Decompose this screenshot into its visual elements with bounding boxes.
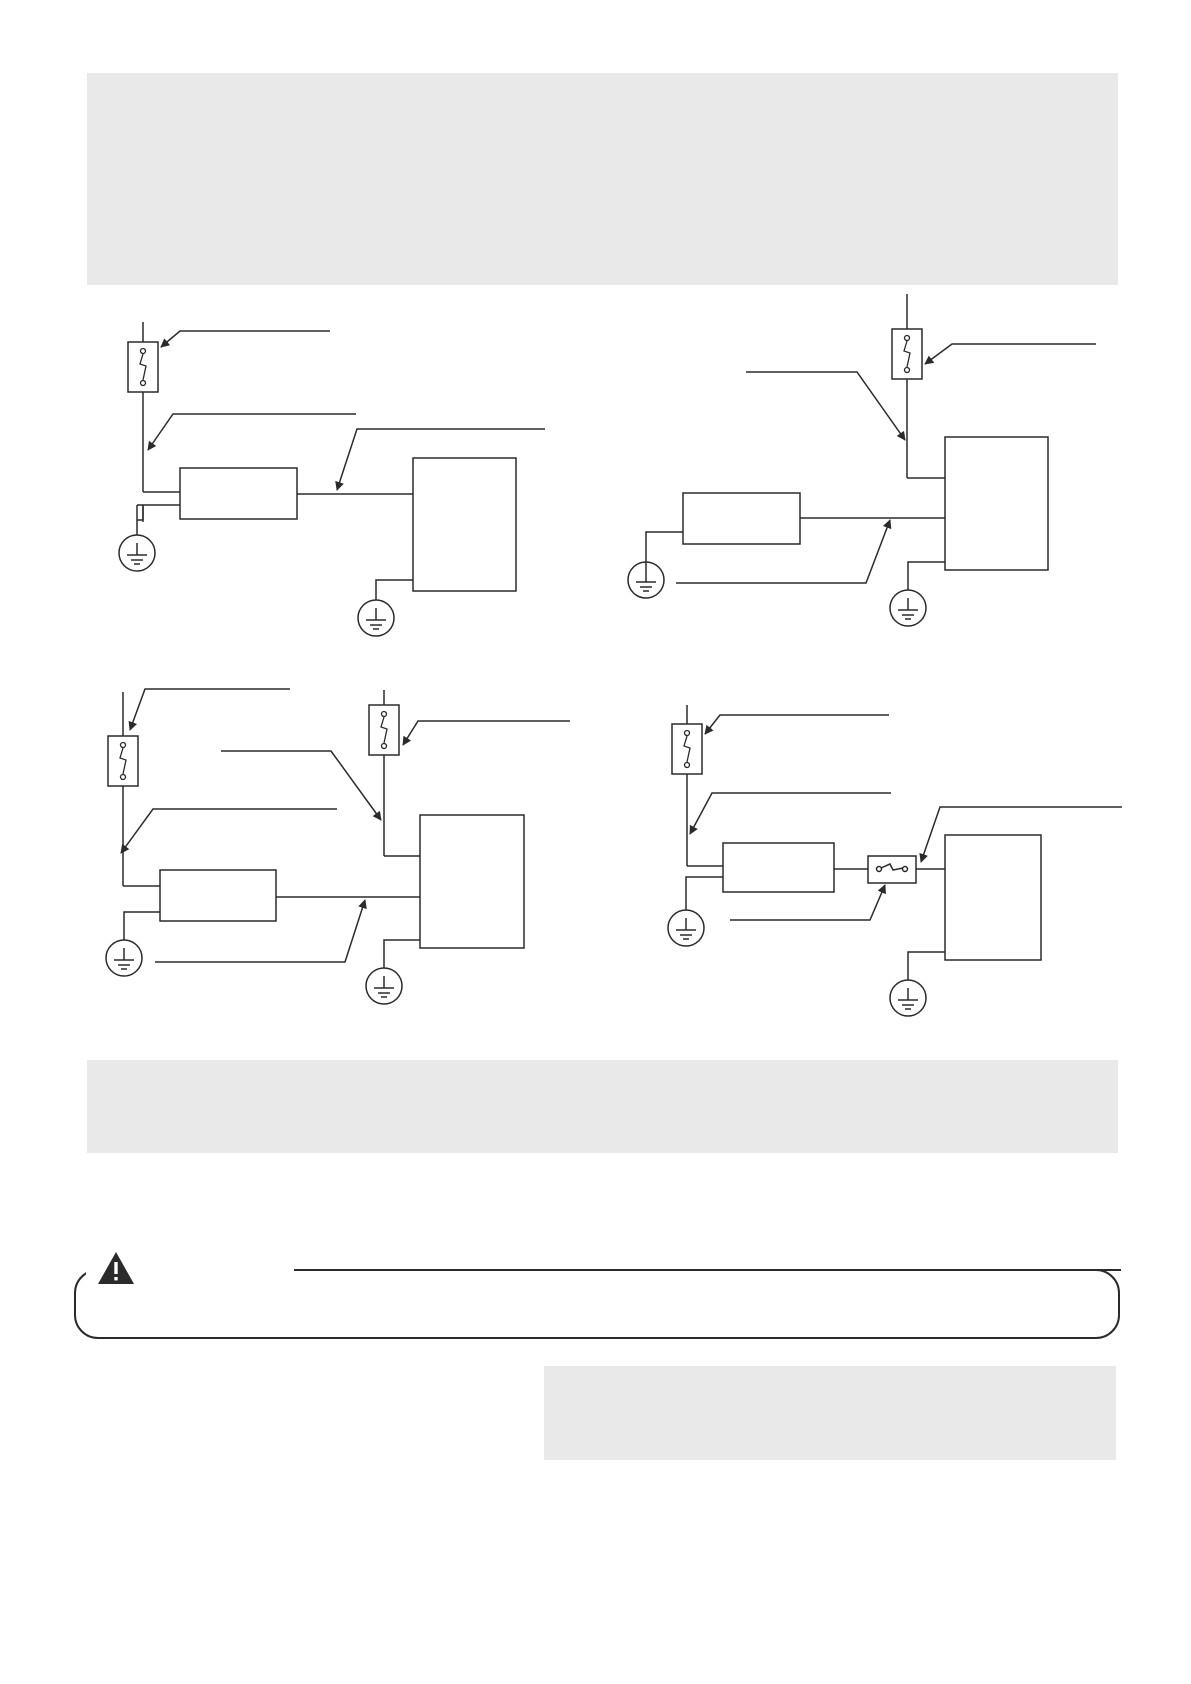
circuit-breaker-icon bbox=[108, 736, 138, 786]
circuit-breaker-icon bbox=[369, 705, 399, 755]
main-unit-box bbox=[413, 458, 516, 591]
circuit-breaker-icon bbox=[128, 342, 158, 392]
warning-triangle-icon bbox=[96, 1250, 136, 1286]
diagram-3 bbox=[106, 689, 570, 1004]
appliance-box bbox=[683, 493, 800, 544]
callout-arrow bbox=[925, 344, 1096, 364]
ground-icon bbox=[358, 600, 394, 636]
appliance-box bbox=[160, 870, 276, 921]
diagram-2 bbox=[628, 294, 1096, 626]
caution-header bbox=[96, 1250, 1096, 1290]
diagram-4 bbox=[668, 705, 1122, 1016]
bottom-text-panel bbox=[544, 1366, 1116, 1460]
middle-text-panel bbox=[87, 1060, 1118, 1153]
callout-arrow bbox=[746, 372, 905, 440]
diagram-1 bbox=[119, 322, 545, 636]
top-text-panel bbox=[87, 73, 1118, 285]
appliance-box bbox=[180, 468, 297, 519]
callout-arrow bbox=[705, 715, 889, 734]
callout-arrow bbox=[690, 793, 891, 834]
ground-icon bbox=[366, 968, 402, 1004]
circuit-breaker-icon bbox=[892, 329, 922, 379]
ground-icon bbox=[890, 590, 926, 626]
ground-icon bbox=[890, 980, 926, 1016]
appliance-box bbox=[723, 843, 834, 892]
callout-arrow bbox=[148, 414, 356, 450]
ground-icon bbox=[106, 940, 142, 976]
main-unit-box bbox=[420, 815, 524, 948]
ground-icon bbox=[119, 535, 155, 571]
circuit-breaker-icon bbox=[672, 724, 702, 774]
callout-arrow bbox=[121, 809, 337, 853]
callout-arrow bbox=[130, 689, 290, 730]
caution-rule bbox=[302, 1269, 1121, 1271]
callout-arrow bbox=[161, 331, 330, 347]
main-unit-box bbox=[945, 437, 1048, 570]
main-unit-box bbox=[945, 835, 1041, 960]
callout-arrow bbox=[403, 721, 570, 745]
ground-icon bbox=[668, 910, 704, 946]
